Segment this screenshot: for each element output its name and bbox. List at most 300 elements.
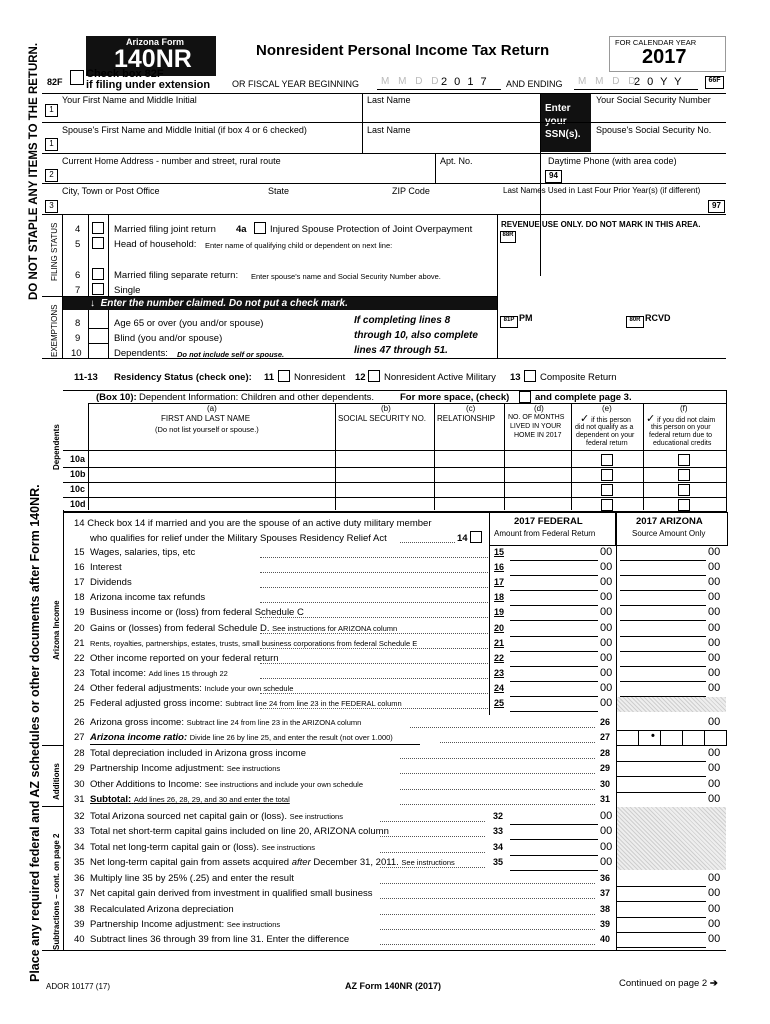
line-19-text: Business income or (loss) from federal Schedule C [90,607,304,619]
line-26-cents: 00 [708,716,721,728]
residency-13-number: 13 [510,372,521,383]
line-33-label [90,826,389,837]
line-18-arizona-cents: 00 [708,591,721,604]
line-15-federal-cents: 00 [600,546,613,558]
line-23-fed-number: 23 [494,667,505,678]
line-20-text: Gains or (losses) from federal Schedule D. [90,622,270,634]
code-82f: 82F [47,77,63,87]
spouse-ssn-input[interactable] [594,136,724,152]
line-39-note: See instructions [226,919,281,929]
subtractions-side: Subtractions – cont. on page 2 [52,833,61,950]
fiscal-begin-year[interactable]: 2 0 1 7 [441,76,489,88]
dependent-months-input[interactable] [506,468,569,481]
line-5-note: Enter name of qualifying child or dependent on next line: [205,241,393,250]
line-37-cents: 00 [708,887,721,900]
line-28-number: 28 [74,748,85,759]
line-33-input[interactable] [510,826,598,840]
dependent-name-input[interactable] [90,453,333,466]
line-23-federal-input[interactable] [510,668,598,682]
phone-input[interactable] [564,167,724,182]
exemptions-bar-label: Enter the number claimed. Do not put a check mark. [100,298,348,309]
line-27-digit-box[interactable] [616,730,639,746]
box10-label: (Box 10): [96,392,137,403]
dependents-page3: and complete page 3. [535,392,632,403]
dependent-relationship-input[interactable] [436,483,502,496]
line-21-number: 21 [74,637,85,649]
leader-dots [410,727,595,728]
line-10-input[interactable] [89,344,107,357]
leader-dots [400,773,595,774]
line-26-text: Arizona gross income: [90,717,184,728]
line-18-federal-input[interactable] [510,592,598,606]
line-39-text: Partnership Income adjustment: [90,918,225,930]
your-first-name-label: Your First Name and Middle Initial [62,95,197,105]
spouse-first-name-label: Spouse's First Name and Middle Initial (if box 4 or 6 checked) [62,125,307,135]
leader-dots [260,678,488,679]
line-17-federal-input[interactable] [510,577,598,591]
dependent-qualify-checkbox[interactable] [601,469,613,481]
fiscal-label: OR FISCAL YEAR BEGINNING [232,79,360,89]
line-23-number: 23 [74,667,85,679]
line-32-text: Total Arizona sourced net capital gain or (loss). [90,811,287,822]
residency-label: Residency Status (check one): [114,372,252,383]
extension-label-1: Check box 82F [86,68,164,80]
line-23-arizona-cents: 00 [708,666,721,679]
side-notice-bottom: Place any required federal and AZ schedules or other documents after Form 140NR. [28,484,42,982]
line-22-federal-input[interactable] [510,653,598,667]
 [90,744,420,745]
line-5-label: Head of household: [114,239,197,250]
apt-input[interactable] [438,167,538,182]
line-24-federal-input[interactable] [510,683,598,697]
col-e-line2: did not qualify as a [575,424,634,431]
residency-11-number: 11 [264,372,275,383]
line-14-text2: who qualifies for relief under the Military Spouses Residency Relief Act [90,533,387,544]
line-25-federal-input[interactable] [510,698,598,712]
line-17-arizona-input[interactable] [620,577,706,591]
line-32-number: 32 [74,811,85,822]
dependent-relationship-input[interactable] [436,453,502,466]
line-31-cents: 00 [708,792,721,805]
code-81p: 81P [500,316,518,328]
col-b-letter: (b) [381,404,391,413]
line-38-number: 38 [74,903,85,915]
line-33-cents: 00 [600,825,613,838]
exemptions-note-box [348,312,496,358]
zip-label: ZIP Code [392,186,430,196]
nonresident-checkbox[interactable] [278,370,290,382]
dependent-months-input[interactable] [506,483,569,496]
military-label: Nonresident Active Military [384,372,496,383]
line-6-note: Enter spouse's name and Social Security Number above. [251,272,441,281]
federal-subtitle: Amount from Federal Return [494,529,596,538]
spouse-first-name-input[interactable] [60,136,360,151]
col-f-letter: (f) [680,404,688,413]
exemptions-note-2: through 10, also complete [354,330,478,341]
line-10-number: 10 [71,348,82,359]
col-e-line3: dependent on your [576,432,635,439]
line-25-number: 25 [74,698,85,709]
line-17-fed-number: 17 [494,577,505,588]
line-20-note: See instructions for ARIZONA column [272,623,398,633]
line-20-federal-input[interactable] [510,623,598,637]
line-23-arizona-input[interactable] [620,668,706,682]
line-33-mid-number: 33 [493,826,504,837]
line-37-number: 37 [74,888,85,900]
fiscal-begin-mask: M M D D [381,76,442,87]
line-25-note: Subtract line 24 from line 23 in the FEDERAL column [225,699,402,708]
line-31-text: Subtotal: [90,793,132,805]
address-input[interactable] [60,167,432,182]
line-22-fed-number: 22 [494,652,505,663]
line-24-fed-number: 24 [494,682,505,693]
line-24-number: 24 [74,682,85,694]
line-4-label: Married filing joint return [114,224,216,235]
dependents-more-label: For more space, (check) [400,392,510,403]
col-f-line4: educational credits [653,440,712,447]
line-5-number: 5 [75,239,81,250]
line-14-number: 14 [457,533,468,544]
leader-dots [260,602,488,603]
city-label: City, Town or Post Office [62,186,160,196]
col-a-title: FIRST AND LAST NAME [161,414,251,423]
exemptions-note-3: lines 47 through 51. [354,345,448,356]
leader-dots [380,836,485,837]
line-4a-label: Injured Spouse Protection of Joint Overpayment [270,224,473,235]
line-27-digit-box[interactable] [638,730,661,746]
more-dependents-checkbox[interactable] [519,391,531,403]
col-f-line1-text: if you did not claim [657,417,716,424]
extension-label-2: if filing under extension [86,79,211,91]
line-37-input[interactable] [616,888,706,902]
line-20-federal-cents: 00 [600,621,613,634]
your-ssn-input[interactable] [594,105,724,121]
line-34-input[interactable] [510,842,598,856]
line-16-federal-input[interactable] [510,562,598,576]
line-35-note: See instructions [401,857,455,867]
row-marker-2: 2 [45,169,58,182]
col-b-title: SOCIAL SECURITY NO. [338,414,427,423]
col-a-letter: (a) [207,404,217,413]
line-36-text: Multiply line 35 by 25% (.25) and enter the result [90,873,294,884]
line-36-number: 36 [74,873,85,884]
your-ssn-label: Your Social Security Number [596,95,711,105]
fiscal-end-year[interactable]: 2 0 Y Y [634,76,684,88]
line-32-cents: 00 [600,810,613,822]
line-38-input[interactable] [616,904,706,918]
dependent-relationship-input[interactable] [436,498,502,511]
line-40-cents: 00 [708,933,721,946]
leader-dots [380,883,595,884]
zip-input[interactable] [390,198,495,213]
line-5-checkbox[interactable] [92,237,104,249]
line-34-number: 34 [74,841,85,853]
line-22-label [90,653,279,664]
tax-year: 2017 [642,46,687,68]
col-f-line2: this person on your [651,424,711,431]
state-input[interactable] [265,198,385,213]
line-14-text: 14 Check box 14 if married and you are the spouse of an active duty military member [74,518,432,529]
line-4a-checkbox[interactable] [254,222,266,234]
col-e-line1-text: if this person [591,417,631,424]
arizona-shaded-cell [616,697,726,712]
line-27-digit-box[interactable] [660,730,683,746]
line-19-arizona-cents: 00 [708,606,721,619]
line-39-label [90,919,280,930]
line-26-label [90,717,361,728]
last-names-label: Last Names Used in Last Four Prior Year(s) (if different) [503,186,701,195]
line-37-text: Net capital gain derived from investment in qualified small business [90,888,373,900]
dependent-credit-checkbox[interactable] [678,469,690,481]
line-30-text: Other Additions to Income: [90,778,202,790]
line-31-note: Add lines 26, 28, 29, and 30 and enter the total [133,794,290,804]
leader-dots [400,789,595,790]
exemptions-side: EXEMPTIONS [50,304,59,357]
line-19-arizona-input[interactable] [620,607,706,621]
dependent-months-input[interactable] [506,498,569,511]
line-21-federal-input[interactable] [510,638,598,652]
leader-dots [260,572,488,573]
line-31-label [90,794,290,805]
line-18-text: Arizona income tax refunds [90,592,206,604]
leader-dots [440,742,595,743]
dependent-ssn-input[interactable] [337,453,432,466]
line-17-text: Dividends [90,577,132,589]
line-24-note: Include your own schedule [204,683,294,693]
line-29-input[interactable] [616,763,706,777]
line-35-text: Net long-term capital gain from assets acquired [90,856,290,868]
line-15-federal-input[interactable] [510,547,598,561]
page-title: Nonresident Personal Income Tax Return [256,42,550,59]
leader-dots [260,663,488,664]
line-18-label [90,592,205,603]
footer-continued [619,978,718,989]
line-9-number: 9 [75,333,81,344]
last-name-label: Last Name [367,95,411,105]
arrow-right-icon: ➔ [709,978,718,989]
line-21-federal-cents: 00 [600,636,613,649]
line-15-label [90,547,195,558]
last-names-input[interactable] [503,198,703,213]
line-33-text: Total net short-term capital gains included on line 20, ARIZONA column [90,826,389,838]
line-24-arizona-cents: 00 [708,681,721,694]
fiscal-end-mask: M M D D [578,76,639,87]
line-27-text: Arizona income ratio: [90,732,188,743]
line-40-input[interactable] [616,934,706,948]
line-16-federal-cents: 00 [600,561,613,574]
line-31-right-number: 31 [600,793,611,804]
line-7-checkbox[interactable] [92,283,104,295]
line-34-cents: 00 [600,840,613,853]
leader-dots [380,821,485,822]
dependent-credit-checkbox[interactable] [678,454,690,466]
line-35-input[interactable] [510,857,598,871]
code-94: 94 [545,170,562,183]
line-28-input[interactable] [616,748,706,762]
line-39-input[interactable] [616,919,706,933]
line-15-number: 15 [74,547,85,558]
line-35-text2: December 31, 2011. [313,856,399,868]
shaded-block [616,807,726,870]
dependent-ssn-input[interactable] [337,468,432,481]
military-checkbox[interactable] [368,370,380,382]
spouse-ssn-label: Spouse's Social Security No. [596,125,712,135]
line-29-label [90,763,280,774]
line-39-right-number: 39 [600,918,611,929]
dependent-name-input[interactable] [90,483,333,496]
line-38-text: Recalculated Arizona depreciation [90,903,234,915]
line-22-text: Other income reported on your federal return [90,652,279,664]
line-23-label [90,668,228,679]
line-19-fed-number: 19 [494,607,505,618]
line-34-label [90,842,315,853]
exemptions-bar-text [90,298,348,309]
dependent-qualify-checkbox[interactable] [601,454,613,466]
line-7-number: 7 [75,285,81,296]
line-29-cents: 00 [708,762,721,775]
line-16-fed-number: 16 [494,562,505,573]
line-21-note: Rents, royalties, partnerships, estates, trusts, small business corporations from federal Schedule E [90,638,418,648]
line-30-label [90,779,363,790]
dependent-credit-checkbox[interactable] [678,499,690,511]
line-21-fed-number: 21 [494,637,505,648]
dependent-row-label: 10c [70,484,86,494]
leader-dots [400,804,595,805]
line-22-number: 22 [74,652,85,664]
dependent-qualify-checkbox[interactable] [601,484,613,496]
code-97: 97 [708,200,725,213]
dependents-side: Dependents [52,424,61,470]
line-27-digit-box[interactable] [704,730,727,746]
leader-dots [380,867,485,868]
line-29-text: Partnership Income adjustment: [90,763,225,775]
line-16-arizona-input[interactable] [620,562,706,576]
col-a-note: (Do not list yourself or spouse.) [155,425,259,434]
line-26-input[interactable] [616,717,706,731]
leader-dots [380,852,485,853]
line-35-mid-number: 35 [493,856,504,867]
line-30-cents: 00 [708,777,721,790]
composite-checkbox[interactable] [524,370,536,382]
line-27-decimal: • [651,730,655,742]
city-input[interactable] [60,198,260,213]
spouse-last-name-input[interactable] [365,136,537,151]
line-27-label [90,732,393,743]
dependent-row-label: 10b [70,469,86,479]
phone-label: Daytime Phone (with area code) [548,156,677,166]
line-39-number: 39 [74,918,85,930]
extension-checkbox[interactable] [70,70,84,85]
arizona-income-side: Arizona Income [52,600,61,660]
enter-ssn-label: Enter your SSN(s). [545,103,581,140]
your-first-name-input[interactable] [60,105,360,120]
arizona-title: 2017 ARIZONA [636,516,703,527]
line-34-note: See instructions [261,842,315,852]
line-15-arizona-input[interactable] [620,547,706,561]
dependent-credit-checkbox[interactable] [678,484,690,496]
arrow-down-icon: ↓ [90,298,95,309]
checkmark-icon: ✓ [646,413,656,425]
leader-dots [380,929,595,930]
line-16-number: 16 [74,562,85,574]
line-15-text: Wages, salaries, tips, etc [90,547,196,558]
line-38-right-number: 38 [600,903,611,914]
line-21-arizona-input[interactable] [620,638,706,652]
dependent-months-input[interactable] [506,453,569,466]
residency-12-number: 12 [355,372,366,383]
line-8-input[interactable] [89,314,107,327]
line-17-number: 17 [74,577,85,589]
line-39-cents: 00 [708,917,721,930]
line-31-input[interactable] [616,794,706,808]
line-33-number: 33 [74,826,85,838]
dependent-ssn-input[interactable] [337,483,432,496]
line-15-fed-number: 15 [494,547,505,557]
line-16-text: Interest [90,562,122,574]
line-16-label [90,562,122,573]
rcvd-label: RCVD [645,313,671,323]
dependent-qualify-checkbox[interactable] [601,499,613,511]
line-21-arizona-cents: 00 [708,636,721,649]
[interactable] [489,545,490,715]
hoh-dependent-input[interactable] [112,252,495,266]
code-88r: 88R [500,231,516,243]
line-32-input[interactable] [510,811,598,825]
col-e-letter: (e) [602,404,612,413]
line-17-arizona-cents: 00 [708,576,721,589]
line-19-federal-input[interactable] [510,607,598,621]
line-25-text: Federal adjusted gross income: [90,698,223,709]
line-27-note: Divide line 26 by line 25, and enter the result (not over 1.000) [189,733,393,742]
line-6-checkbox[interactable] [92,268,104,280]
dependent-name-input[interactable] [90,468,333,481]
ador-code: ADOR 10177 (17) [46,982,111,991]
[interactable] [616,545,617,715]
spouse-last-name-label: Last Name [367,125,411,135]
dependent-ssn-input[interactable] [337,498,432,511]
filing-status-side: FILING STATUS [50,222,59,281]
line-24-arizona-input[interactable] [620,683,706,697]
nonresident-label: Nonresident [294,372,346,383]
line-14-checkbox[interactable] [470,531,482,543]
line-29-note: See instructions [226,764,281,774]
line-18-arizona-input[interactable] [620,592,706,606]
line-36-input[interactable] [616,873,706,887]
line-30-input[interactable] [616,779,706,793]
line-9-input[interactable] [89,329,107,342]
your-last-name-input[interactable] [365,105,537,120]
line-40-text: Subtract lines 36 through 39 from line 31. Enter the difference [90,934,350,946]
line-35-cents: 00 [600,855,613,868]
line-25-federal-cents: 00 [600,697,613,709]
leader-dots [260,708,488,709]
dependent-name-input[interactable] [90,498,333,511]
col-d-line3: HOME IN 2017 [514,432,562,439]
dependent-relationship-input[interactable] [436,468,502,481]
col-d-line1: NO. OF MONTHS [508,414,565,421]
line-27-digit-box[interactable] [682,730,705,746]
line-40-label [90,934,349,945]
line-7-label: Single [114,285,141,296]
line-26-right-number: 26 [600,717,611,727]
line-22-arizona-input[interactable] [620,653,706,667]
line-4-checkbox[interactable] [92,222,104,234]
leader-dots [400,758,595,759]
line-20-arizona-input[interactable] [620,623,706,637]
line-6-number: 6 [75,270,81,281]
form-label: Arizona Form [126,37,185,47]
line-4-number: 4 [75,224,81,235]
